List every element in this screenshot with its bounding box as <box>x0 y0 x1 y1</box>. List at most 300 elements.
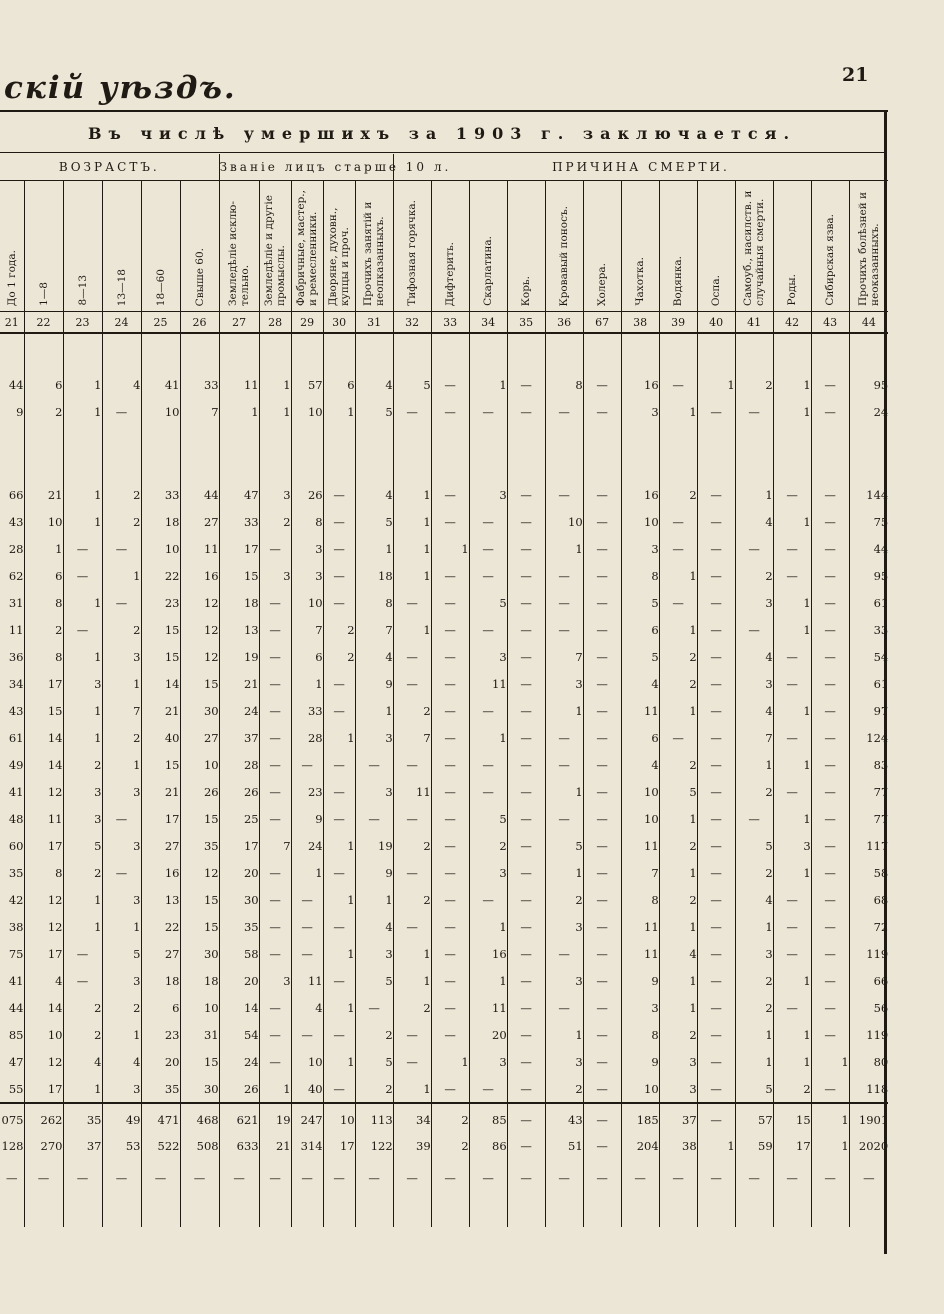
table-cell: — <box>323 778 355 805</box>
table-cell: 3 <box>63 670 102 697</box>
table-cell: 1 <box>697 1133 735 1159</box>
table-cell: 8 <box>291 508 323 535</box>
table-cell: 2 <box>393 994 431 1021</box>
table-cell: — <box>583 1021 621 1048</box>
table-cell: — <box>431 508 469 535</box>
table-cell: 1 <box>659 697 697 724</box>
column-number: 31 <box>355 312 393 334</box>
table-cell: 1 <box>659 805 697 832</box>
table-cell: 8 <box>621 562 659 589</box>
table-cell: 2 <box>24 616 63 643</box>
table-cell: 5 <box>735 832 773 859</box>
table-cell: 4 <box>24 967 63 994</box>
table-cell: 40 <box>141 724 180 751</box>
table-cell: 2 <box>102 994 141 1021</box>
table-cell: — <box>431 913 469 940</box>
dash-cell: — <box>355 1159 393 1197</box>
table-cell: 1 <box>355 535 393 562</box>
table-cell: 4 <box>355 913 393 940</box>
table-cell: 6 <box>141 994 180 1021</box>
table-cell: — <box>811 670 849 697</box>
table-cell: 27 <box>141 832 180 859</box>
table-cell: 75 <box>849 508 888 535</box>
table-cell: — <box>259 589 291 616</box>
table-cell: 1 <box>773 508 811 535</box>
dash-cell: — <box>659 1159 697 1197</box>
table-cell: — <box>697 398 735 425</box>
empty-cell <box>0 1197 24 1227</box>
table-cell: 97 <box>849 697 888 724</box>
table-cell: 75 <box>8 946 24 961</box>
table-cell: — <box>259 643 291 670</box>
table-cell: — <box>507 535 545 562</box>
table-cell: 3 <box>545 670 583 697</box>
table-cell: 11 <box>24 805 63 832</box>
table-cell: 60 <box>8 838 24 853</box>
table-cell: — <box>773 481 811 508</box>
table-cell: 3 <box>102 1075 141 1103</box>
empty-cell <box>259 1197 291 1227</box>
table-cell: 6 <box>24 371 63 398</box>
table-cell: 5 <box>469 805 507 832</box>
table-cell: 3 <box>259 562 291 589</box>
table-cell: 54 <box>219 1021 259 1048</box>
table-cell: 2 <box>773 1075 811 1103</box>
table-cell: 40 <box>291 1075 323 1103</box>
table-cell: 7 <box>102 697 141 724</box>
column-number: 28 <box>259 312 291 334</box>
table-cell: 16 <box>621 481 659 508</box>
table-cell: 5 <box>355 1048 393 1075</box>
table-cell: 3 <box>773 832 811 859</box>
table-cell: 6 <box>24 562 63 589</box>
table-cell: 075 <box>0 1103 24 1133</box>
table-cell: — <box>431 371 469 398</box>
table-cell: — <box>393 859 431 886</box>
table-cell: — <box>583 1075 621 1103</box>
table-cell: 95 <box>849 562 888 589</box>
empty-cell <box>773 344 811 371</box>
table-cell: 10 <box>621 508 659 535</box>
table-cell: 6 <box>621 616 659 643</box>
table-cell: — <box>323 859 355 886</box>
empty-cell <box>773 453 811 481</box>
table-cell: — <box>697 481 735 508</box>
table-cell: 11 <box>469 994 507 1021</box>
empty-cell <box>659 453 697 481</box>
column-number: 27 <box>219 312 259 334</box>
table-row <box>0 398 888 425</box>
table-cell: 10 <box>291 589 323 616</box>
mortality-table <box>0 154 888 1227</box>
table-cell: 58 <box>849 859 888 886</box>
table-cell: 24 <box>849 398 888 425</box>
empty-cell <box>259 344 291 371</box>
table-cell: 61 <box>8 730 24 745</box>
table-cell: 2 <box>102 508 141 535</box>
table-cell: 2 <box>63 1021 102 1048</box>
table-cell: — <box>735 805 773 832</box>
table-cell: 12 <box>24 1048 63 1075</box>
table-cell: 21 <box>24 481 63 508</box>
table-cell: — <box>323 1075 355 1103</box>
spacer-row <box>0 1197 888 1227</box>
table-cell: — <box>811 589 849 616</box>
table-cell: — <box>811 913 849 940</box>
empty-cell <box>393 453 431 481</box>
empty-cell <box>24 333 63 344</box>
empty-cell <box>259 425 291 453</box>
table-cell: — <box>811 859 849 886</box>
table-cell: — <box>102 859 141 886</box>
table-cell: 4 <box>735 508 773 535</box>
empty-cell <box>697 333 735 344</box>
table-cell: — <box>259 535 291 562</box>
table-cell: 56 <box>849 994 888 1021</box>
empty-cell <box>63 453 102 481</box>
table-cell: — <box>507 967 545 994</box>
table-cell: 83 <box>849 751 888 778</box>
table-cell: — <box>63 940 102 967</box>
table-row <box>0 589 888 616</box>
table-cell: 16 <box>180 562 219 589</box>
column-label: 1—8 <box>37 282 50 306</box>
empty-cell <box>583 453 621 481</box>
table-cell: 2 <box>659 832 697 859</box>
table-cell: — <box>735 616 773 643</box>
table-cell: 10 <box>621 778 659 805</box>
table-cell: — <box>583 508 621 535</box>
table-cell: — <box>811 616 849 643</box>
table-cell: 26 <box>291 481 323 508</box>
table-cell: 3 <box>259 967 291 994</box>
table-cell: 8 <box>545 371 583 398</box>
table-cell: 23 <box>291 778 323 805</box>
column-header <box>431 181 469 312</box>
table-cell: — <box>583 940 621 967</box>
table-cell: 19 <box>355 832 393 859</box>
table-cell: 3 <box>621 535 659 562</box>
table-row <box>0 371 888 398</box>
empty-cell <box>323 425 355 453</box>
table-cell: 1 <box>63 724 102 751</box>
table-cell: 2 <box>431 1103 469 1133</box>
table-cell: — <box>545 616 583 643</box>
table-cell: — <box>697 562 735 589</box>
table-cell: 10 <box>291 1048 323 1075</box>
table-cell: 1 <box>659 562 697 589</box>
table-cell: 3 <box>545 967 583 994</box>
empty-cell <box>0 453 24 481</box>
table-cell: — <box>583 859 621 886</box>
table-cell: — <box>583 589 621 616</box>
table-cell: — <box>355 805 393 832</box>
table-cell: — <box>507 398 545 425</box>
empty-cell <box>323 453 355 481</box>
table-cell: 17 <box>773 1133 811 1159</box>
table-cell: 95 <box>849 371 888 398</box>
table-cell: — <box>697 940 735 967</box>
table-cell: 12 <box>24 913 63 940</box>
table-cell: — <box>469 616 507 643</box>
table-cell: 25 <box>219 805 259 832</box>
table-cell: — <box>773 562 811 589</box>
table-cell: 2 <box>659 886 697 913</box>
column-header <box>63 181 102 312</box>
column-label: Водянка. <box>672 255 685 306</box>
table-cell: 38 <box>8 919 24 934</box>
table-cell: 122 <box>355 1133 393 1159</box>
empty-cell <box>63 344 102 371</box>
table-cell: 18 <box>141 508 180 535</box>
table-cell: 41 <box>8 784 24 799</box>
table-cell: 66 <box>8 487 24 502</box>
table-cell: — <box>507 481 545 508</box>
table-cell: 11 <box>8 622 24 637</box>
table-cell: 51 <box>545 1133 583 1159</box>
column-number: 29 <box>291 312 323 334</box>
table-cell: — <box>259 805 291 832</box>
column-number: 40 <box>697 312 735 334</box>
empty-cell <box>219 333 259 344</box>
table-cell: — <box>811 886 849 913</box>
table-cell: — <box>735 535 773 562</box>
empty-cell <box>141 333 180 344</box>
table-cell: 24 <box>219 697 259 724</box>
table-cell: 3 <box>291 562 323 589</box>
table-cell: 5 <box>545 832 583 859</box>
table-cell: 1 <box>469 371 507 398</box>
table-cell: — <box>393 589 431 616</box>
table-cell: — <box>507 724 545 751</box>
dash-cell: — <box>735 1159 773 1197</box>
table-cell: — <box>545 481 583 508</box>
empty-cell <box>180 333 219 344</box>
table-cell: 17 <box>323 1133 355 1159</box>
table-cell: 1 <box>659 913 697 940</box>
table-cell: 1 <box>259 371 291 398</box>
table-cell: 55 <box>8 1081 24 1096</box>
empty-cell <box>507 333 545 344</box>
column-label: Сибирская язва. <box>824 214 837 306</box>
table-cell: 7 <box>355 616 393 643</box>
table-cell: 8 <box>24 859 63 886</box>
table-cell: 58 <box>219 940 259 967</box>
table-cell: 26 <box>219 778 259 805</box>
table-row <box>0 535 888 562</box>
empty-cell <box>24 425 63 453</box>
table-cell: 77 <box>849 805 888 832</box>
table-cell: 16 <box>141 859 180 886</box>
table-cell: 1 <box>63 398 102 425</box>
table-cell: 1 <box>63 643 102 670</box>
table-cell: — <box>659 724 697 751</box>
table-cell: 3 <box>735 940 773 967</box>
column-number: 43 <box>811 312 849 334</box>
table-cell: 41 <box>141 371 180 398</box>
table-cell: 17 <box>24 940 63 967</box>
table-caption: Въ числѣ умершихъ за 1903 г. заключается. <box>87 124 797 143</box>
table-cell: — <box>697 967 735 994</box>
column-header <box>659 181 697 312</box>
table-cell: 2 <box>545 1075 583 1103</box>
table-cell: 57 <box>735 1103 773 1133</box>
table-cell: 5 <box>355 398 393 425</box>
dash-cell: — <box>291 1159 323 1197</box>
table-cell: 11 <box>219 371 259 398</box>
table-cell: 19 <box>219 643 259 670</box>
dash-cell: — <box>141 1159 180 1197</box>
table-cell: 2 <box>735 562 773 589</box>
table-cell: 5 <box>735 1075 773 1103</box>
empty-cell <box>180 425 219 453</box>
dash-cell: — <box>102 1159 141 1197</box>
table-cell: 4 <box>621 751 659 778</box>
table-cell: 1 <box>659 967 697 994</box>
table-cell: 2 <box>355 1075 393 1103</box>
empty-cell <box>697 425 735 453</box>
table-cell: — <box>697 994 735 1021</box>
table-cell: 17 <box>24 1075 63 1103</box>
table-cell: 43 <box>8 703 24 718</box>
table-cell: — <box>697 535 735 562</box>
table-cell: 10 <box>291 398 323 425</box>
empty-cell <box>0 425 24 453</box>
table-cell: — <box>259 994 291 1021</box>
table-cell: — <box>811 1075 849 1103</box>
table-cell: 5 <box>393 371 431 398</box>
table-cell: — <box>773 535 811 562</box>
spacer-row <box>0 453 888 481</box>
table-cell: 4 <box>735 643 773 670</box>
table-cell: 1 <box>393 1075 431 1103</box>
table-cell: 7 <box>621 859 659 886</box>
table-cell: — <box>697 886 735 913</box>
empty-cell <box>811 344 849 371</box>
table-cell: 1 <box>659 616 697 643</box>
table-cell: 1 <box>697 371 735 398</box>
table-cell: — <box>469 697 507 724</box>
dash-cell: — <box>583 1159 621 1197</box>
group-header-cause: ПРИЧИНА СМЕРТИ. <box>393 154 888 181</box>
table-cell: — <box>259 697 291 724</box>
table-cell: 2 <box>323 616 355 643</box>
table-cell: 22 <box>141 913 180 940</box>
table-cell: 1 <box>393 562 431 589</box>
table-cell: 128 <box>1 1139 24 1153</box>
table-cell: — <box>507 994 545 1021</box>
column-header <box>180 181 219 312</box>
column-label: Самоуб., насилств. и случайныя смерти. <box>742 190 767 306</box>
table-cell: 1 <box>811 1048 849 1075</box>
table-cell: 11 <box>291 967 323 994</box>
column-header <box>773 181 811 312</box>
table-cell: — <box>507 832 545 859</box>
empty-cell <box>735 425 773 453</box>
table-cell: 35 <box>8 865 24 880</box>
empty-cell <box>545 425 583 453</box>
table-cell: 3 <box>735 589 773 616</box>
table-cell: 270 <box>24 1133 63 1159</box>
empty-cell <box>659 344 697 371</box>
table-cell: 16 <box>469 940 507 967</box>
table-cell: 3 <box>659 1048 697 1075</box>
table-cell: 2 <box>102 481 141 508</box>
table-cell: 48 <box>8 811 24 826</box>
table-cell: — <box>811 371 849 398</box>
table-cell: 8 <box>355 589 393 616</box>
table-cell: 16 <box>621 371 659 398</box>
table-cell: 35 <box>63 1103 102 1133</box>
column-label: Фабричные, мастер., и ремесленники. <box>295 190 320 306</box>
empty-cell <box>291 1197 323 1227</box>
table-cell: — <box>431 832 469 859</box>
table-cell: 1 <box>393 481 431 508</box>
table-cell: 10 <box>141 398 180 425</box>
empty-cell <box>63 333 102 344</box>
table-cell: — <box>431 940 469 967</box>
table-cell: — <box>659 371 697 398</box>
table-cell: — <box>697 1021 735 1048</box>
table-cell: — <box>393 1048 431 1075</box>
table-cell: 20 <box>141 1048 180 1075</box>
table-cell: 2 <box>259 508 291 535</box>
dash-cell: — <box>6 1171 18 1185</box>
table-cell: — <box>507 805 545 832</box>
table-cell: 15 <box>180 886 219 913</box>
column-label: Прочихъ занятій и неопказанныхъ. <box>362 201 387 306</box>
table-cell: 30 <box>180 697 219 724</box>
table-cell: — <box>697 616 735 643</box>
table-cell: 3 <box>355 778 393 805</box>
column-number: 36 <box>545 312 583 334</box>
table-cell: 1 <box>393 616 431 643</box>
caption-rule <box>0 152 884 153</box>
table-cell: 1 <box>545 697 583 724</box>
table-cell: 44 <box>8 1000 24 1015</box>
table-cell: 11 <box>393 778 431 805</box>
empty-cell <box>545 453 583 481</box>
table-cell: 1 <box>659 994 697 1021</box>
table-cell: 1 <box>63 371 102 398</box>
empty-cell <box>323 333 355 344</box>
column-number: 39 <box>659 312 697 334</box>
table-cell: 5 <box>102 940 141 967</box>
table-cell: 4 <box>63 1048 102 1075</box>
column-header <box>141 181 180 312</box>
table-cell: — <box>431 643 469 670</box>
table-cell: 2 <box>393 886 431 913</box>
table-cell: 11 <box>621 832 659 859</box>
table-row <box>0 616 888 643</box>
table-cell: — <box>102 535 141 562</box>
table-cell: — <box>583 751 621 778</box>
table-cell: — <box>431 697 469 724</box>
table-cell: — <box>811 778 849 805</box>
empty-cell <box>24 1197 63 1227</box>
table-cell: 30 <box>180 940 219 967</box>
table-cell: — <box>811 994 849 1021</box>
table-cell: 5 <box>621 643 659 670</box>
table-cell: 1 <box>102 1021 141 1048</box>
table-cell: 23 <box>141 589 180 616</box>
table-cell: 26 <box>219 1075 259 1103</box>
table-cell: 1 <box>811 1103 849 1133</box>
column-number: 35 <box>507 312 545 334</box>
empty-cell <box>583 344 621 371</box>
table-cell: — <box>773 724 811 751</box>
column-label: Кровавый поносъ. <box>558 205 571 306</box>
